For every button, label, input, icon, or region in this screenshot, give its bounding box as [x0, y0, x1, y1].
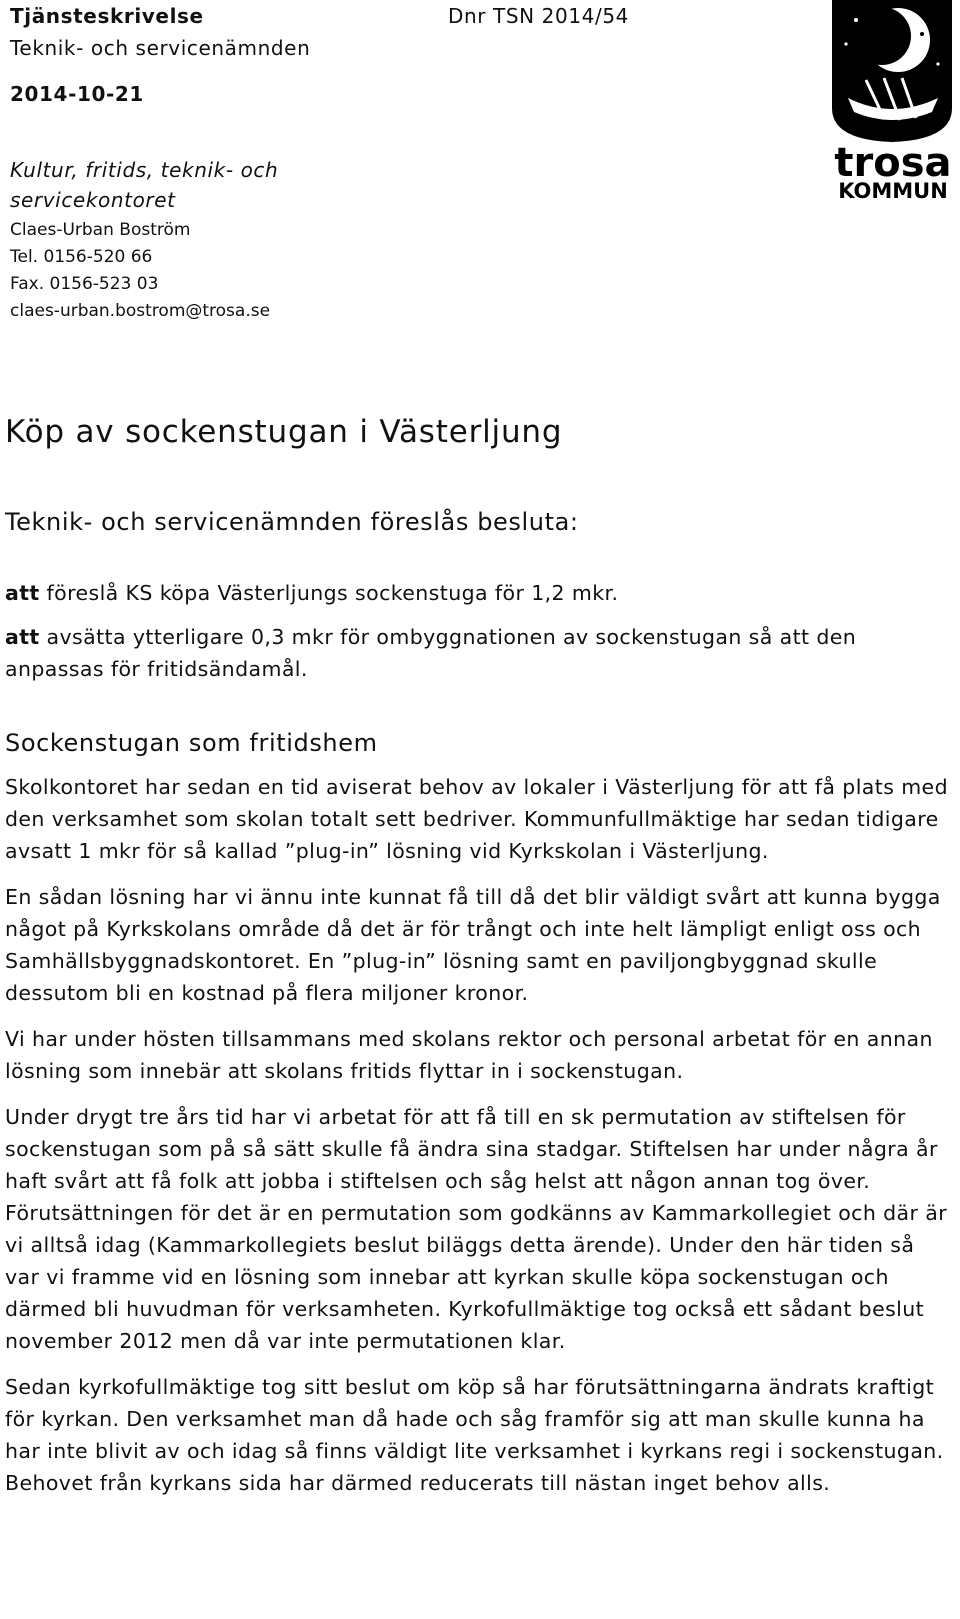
proposal-item-1: att föreslå KS köpa Västerljungs sockenstuga för 1,2 mkr.: [5, 581, 619, 605]
document-number: Dnr TSN 2014/54: [448, 4, 629, 28]
committee-name: Teknik- och servicenämnden: [10, 36, 311, 60]
document-body: [5, 577, 950, 1499]
page-title: Köp av sockenstugan i Västerljung: [5, 414, 563, 450]
document-date: 2014-10-21: [10, 82, 144, 106]
contact-email: claes-urban.bostrom@trosa.se: [10, 301, 271, 321]
contact-name: Claes-Urban Boström: [10, 220, 191, 240]
proposal-item-2: att avsätta ytterligare 0,3 mkr för ombyggnationen av sockenstugan så att den anpassas för fritidsändamål.: [5, 625, 857, 681]
department-line-1: Kultur, fritids, teknik- och: [10, 158, 279, 182]
paragraph-1: Skolkontoret har sedan en tid aviserat behov av lokaler i Västerljung för att få plats med den verksamhet som skolan totalt sett bedriver. Kommunfullmäktige har sedan tidigare avsatt 1 mkr för så kallad ”plug-in” lösning vid Kyrkskolan i Västerljung.: [5, 775, 948, 863]
doc-type: Tjänsteskrivelse: [10, 4, 204, 28]
svg-text:trosa: trosa: [834, 140, 952, 186]
section-heading: Sockenstugan som fritidshem: [5, 729, 378, 757]
department-line-2: servicekontoret: [10, 188, 176, 212]
contact-fax: Fax. 0156-523 03: [10, 274, 159, 294]
paragraph-5: Sedan kyrkofullmäktige tog sitt beslut om köp så har förutsättningarna ändrats kraftigt för kyrkan. Den verksamhet man då hade och såg framför sig att man skulle kunna ha har inte blivit av och idag så finns väldigt lite verksamhet i kyrkans regi i sockenstugan. Behovet från kyrkans sida har därmed reducerats till nästan inget behov alls.: [5, 1375, 944, 1495]
trosa-kommun-logo: [826, 0, 960, 210]
svg-text:KOMMUN: KOMMUN: [838, 179, 948, 203]
paragraph-4: Under drygt tre års tid har vi arbetat för att få till en sk permutation av stiftelsen för sockenstugan som på så sätt skulle få ändra sina stadgar. Stiftelsen har under några år haft svårt att få folk att jobba i stiftelsen och såg helst att någon annan tog över. Förutsättningen för det är en permutation som godkänns av Kammarkollegiet och där är vi alltså idag (Kammarkollegiets beslut biläggs detta ärende). Under den här tiden så var vi framme vid en lösning som innebar att kyrkan skulle köpa sockenstugan och därmed bli huvudman för verksamheten. Kyrkofullmäktige tog också ett sådant beslut november 2012 men då var inte permutationen klar.: [5, 1105, 948, 1353]
contact-tel: Tel. 0156-520 66: [10, 247, 153, 267]
proposal-heading: Teknik- och servicenämnden föreslås besluta:: [5, 508, 579, 536]
coat-of-arms-moon-boat-icon: [826, 0, 960, 210]
paragraph-2: En sådan lösning har vi ännu inte kunnat få till då det blir väldigt svårt att kunna bygga något på Kyrkskolans område då det är för trångt och inte helt lämpligt enligt oss och Samhällsbyggnadskontoret. En ”plug-in” lösning samt en paviljongbyggnad skulle dessutom bli en kostnad på flera miljoner kronor.: [5, 885, 941, 1005]
paragraph-3: Vi har under hösten tillsammans med skolans rektor och personal arbetat för en annan lösning som innebär att skolans fritids flyttar in i sockenstugan.: [5, 1027, 933, 1083]
